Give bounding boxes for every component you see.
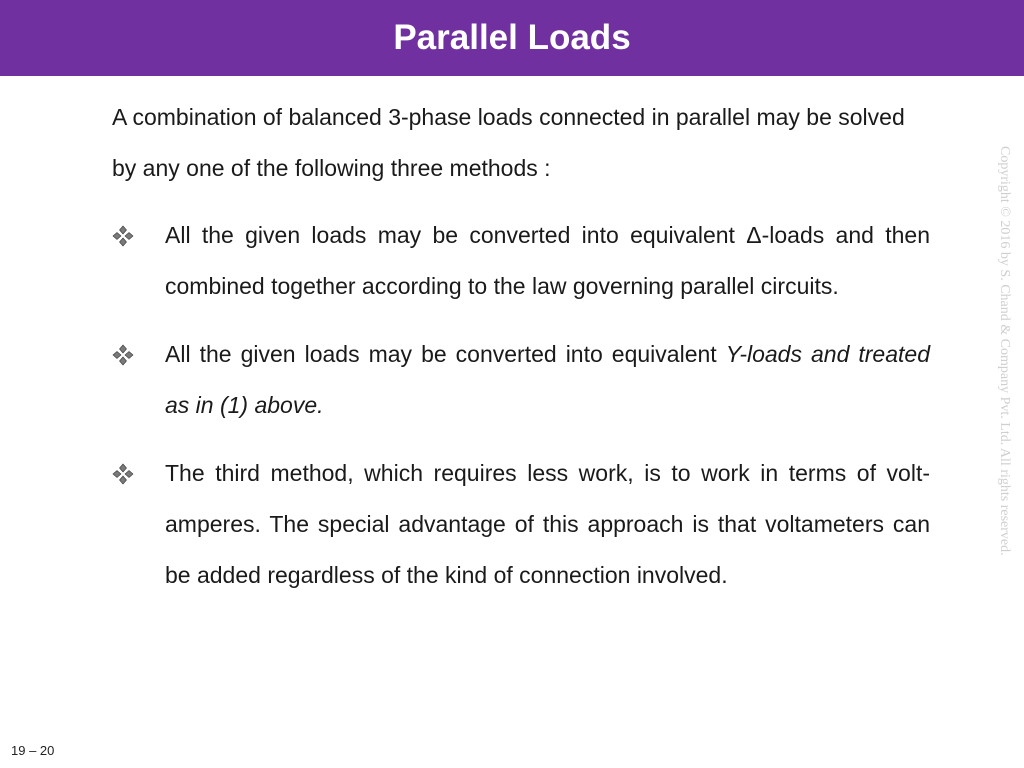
copyright-notice: Copyright © 2016 by S. Chand & Company Pvt. Ltd. All rights reserved. bbox=[997, 146, 1012, 556]
diamond-bullet-icon bbox=[112, 225, 134, 247]
bullet-text: The third method, which requires less work, is to work in terms of volt-amperes. The special advantage of this approach is that voltameters can be added regardless of the kind of connection involved. bbox=[165, 460, 930, 588]
bullet-text-italic: Y-loads and treated as in (1) above. bbox=[165, 341, 930, 418]
bullet-text: All the given loads may be converted into equivalent Δ-loads and then combined together according to the law governing parallel circuits. bbox=[165, 222, 930, 299]
bullet-text bbox=[165, 329, 930, 431]
list-item bbox=[112, 448, 930, 601]
title-bar bbox=[0, 0, 1024, 76]
methods-list bbox=[112, 210, 930, 601]
list-item bbox=[112, 210, 930, 312]
slide-content bbox=[112, 92, 930, 618]
diamond-bullet-icon bbox=[112, 344, 134, 366]
slide-title: Parallel Loads bbox=[393, 18, 631, 57]
slide-number: 19 – 20 bbox=[11, 743, 55, 758]
intro-paragraph: A combination of balanced 3-phase loads connected in parallel may be solved by any one of the following three methods : bbox=[112, 104, 905, 181]
bullet-text-plain: All the given loads may be converted into equivalent bbox=[165, 341, 726, 367]
diamond-bullet-icon bbox=[112, 463, 134, 485]
list-item bbox=[112, 329, 930, 431]
